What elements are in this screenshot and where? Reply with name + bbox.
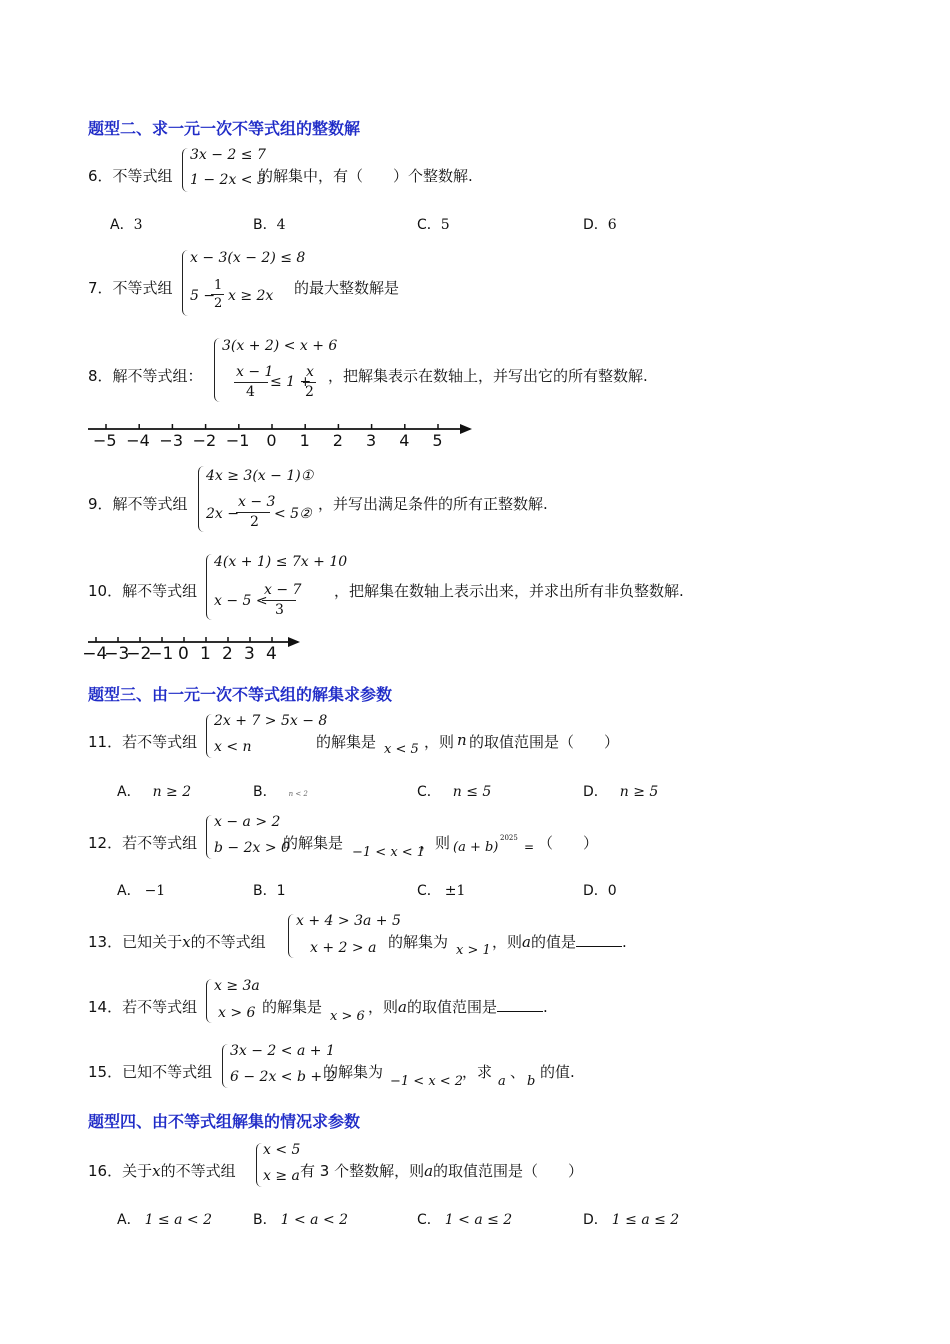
q6-ineq-1: 3x − 2 ≤ 7 (190, 147, 266, 163)
section-heading-3: 题型三、由一元一次不等式组的解集求参数 (88, 685, 393, 704)
q11-number: 11．若不等式组 (88, 733, 198, 751)
q12-brace (206, 815, 213, 859)
q13-answer-blank[interactable] (576, 932, 622, 947)
q8-ineq-mid: ≤ 1 + (270, 374, 312, 390)
option-letter: A． (117, 784, 141, 800)
q16-var-a: a (424, 1162, 434, 1180)
q7-frac-num: 1 (214, 278, 223, 293)
q12-tail-a: ，则 (420, 834, 451, 852)
q9-question-tail: ，并写出满足条件的所有正整数解. (318, 495, 548, 513)
q16-number-a: 16．关于 (88, 1162, 153, 1180)
q13-number (88, 931, 266, 952)
option-value: 0 (607, 883, 617, 899)
q13-tail-b: 的值是 (530, 933, 576, 951)
option-letter: A． (110, 217, 134, 233)
q7-brace (182, 250, 189, 316)
q14-var-a: a (398, 998, 407, 1016)
q10-brace (206, 554, 213, 620)
option-letter: A． (117, 883, 141, 899)
q12-ineq-1: x − a > 2 (214, 814, 281, 830)
option-value: n ≥ 2 (152, 784, 192, 800)
nl1-tick-label: −1 (225, 431, 250, 450)
q16-option-a[interactable] (117, 1209, 212, 1229)
q8-frac1-bar (234, 382, 268, 383)
nl1-tick-label: 0 (266, 431, 277, 450)
section-heading-4: 题型四、由不等式组解集的情况求参数 (88, 1112, 361, 1131)
q13-var-x: x (182, 933, 191, 951)
q8-number: 8．解不等式组： (88, 367, 203, 385)
q14-solution-set: x > 6 (330, 1009, 365, 1024)
q15-number: 15．已知不等式组 (88, 1063, 213, 1081)
q11-mid-text: 的解集是 (316, 733, 377, 751)
option-letter: B． (253, 1212, 277, 1228)
option-value: 3 (133, 217, 143, 233)
q14-brace (206, 979, 213, 1023)
option-letter: D． (583, 217, 608, 233)
q12-ineq-2: b − 2x > 0 (214, 840, 290, 856)
q6-number: 6．不等式组 (88, 167, 173, 185)
q7-number: 7．不等式组 (88, 279, 173, 297)
q16-var-x: x (152, 1162, 161, 1180)
option-value: n < 2 (288, 790, 308, 798)
q7-question-tail: 的最大整数解是 (294, 279, 400, 297)
q12-option-c[interactable] (417, 880, 465, 900)
nl2-tick-label: 4 (266, 644, 277, 664)
q13-tail-a: ，则 (492, 933, 523, 951)
nl2-tick-label: −4 (82, 644, 108, 664)
q16-option-b[interactable] (253, 1209, 348, 1229)
q16-option-d[interactable] (583, 1209, 679, 1229)
q16-ineq-2: x ≥ a (263, 1168, 300, 1184)
q12-option-a[interactable] (117, 880, 165, 900)
nl1-tick-label: 1 (299, 431, 310, 450)
q13-var-a: a (522, 933, 531, 951)
q10-frac-bar (262, 600, 296, 601)
q16-number (88, 1160, 236, 1181)
q9-brace (198, 466, 205, 532)
q7-frac-bar (211, 294, 224, 295)
q12-number: 12．若不等式组 (88, 834, 198, 852)
q11-ineq-2: x < n (214, 739, 252, 755)
q15-tail-a: ，求 (462, 1063, 493, 1081)
q8-frac1-den: 4 (246, 384, 255, 400)
nl2-tick-label: 0 (178, 644, 189, 664)
q12-option-d[interactable] (583, 880, 617, 900)
q7-ineq-2b: x ≥ 2x (228, 288, 274, 304)
q9-frac-num: x − 3 (238, 494, 276, 510)
option-letter: B． (253, 217, 277, 233)
q8-frac2-den: 2 (305, 384, 314, 400)
q11-solution-set: x < 5 (384, 742, 419, 757)
q16-tail-text: 的取值范围是（ ） (433, 1162, 584, 1180)
q14-tail-a: ，则 (368, 998, 399, 1016)
nl1-tick-label: 2 (332, 431, 343, 450)
q6-option-a[interactable] (110, 214, 143, 234)
q14-number: 14．若不等式组 (88, 998, 198, 1016)
q8-question-tail: ，把解集表示在数轴上，并写出它的所有整数解. (328, 367, 648, 385)
option-value: ±1 (444, 883, 466, 899)
option-value: 6 (607, 217, 617, 233)
nl1-tick-label: −3 (159, 431, 184, 450)
q6-option-b[interactable] (253, 214, 286, 234)
q7-ineq-2a: 5 − (190, 288, 216, 304)
q15-separator: 、 (510, 1063, 526, 1081)
q14-end: . (542, 998, 548, 1016)
q15-tail-b: 的值. (540, 1063, 575, 1081)
q8-frac2-bar (303, 382, 316, 383)
q16-number-b: 的不等式组 (160, 1162, 236, 1180)
q13-ineq-1: x + 4 > 3a + 5 (296, 913, 401, 929)
q7-frac-den: 2 (214, 296, 223, 311)
nl2-tick-label: −3 (104, 644, 130, 664)
q15-solution-set: −1 < x < 2 (390, 1074, 464, 1089)
option-value: 1 ≤ a ≤ 2 (611, 1212, 680, 1228)
q8-frac1-num: x − 1 (236, 364, 274, 380)
q12-solution-set: −1 < x < 1 (352, 845, 426, 860)
q12-expression: (a + b) (453, 840, 499, 855)
option-letter: D． (583, 883, 608, 899)
q13-number-b: 的不等式组 (190, 933, 266, 951)
q9-frac-bar (236, 512, 270, 513)
option-letter: C． (417, 883, 441, 899)
option-letter: C． (417, 217, 441, 233)
q16-brace (256, 1143, 263, 1187)
nl1-tick-label: 4 (399, 431, 410, 450)
q11-option-c[interactable] (417, 781, 491, 801)
q16-mid-text: 有 3 个整数解，则 (300, 1162, 425, 1180)
q11-tail-a: ，则 (424, 733, 455, 751)
q9-number: 9．解不等式组 (88, 495, 188, 513)
q13-tail (492, 931, 627, 952)
nl2-tick-label: 2 (222, 644, 233, 664)
q14-ineq-2: x > 6 (218, 1005, 256, 1021)
q13-solution-set: x > 1 (456, 943, 491, 958)
q16-ineq-1: x < 5 (263, 1142, 301, 1158)
q6-option-d[interactable] (583, 214, 617, 234)
q16-option-c[interactable] (417, 1209, 512, 1229)
q8-brace (214, 338, 221, 402)
q6-ineq-2: 1 − 2x < 3 (190, 172, 266, 188)
q13-mid-text: 的解集为 (388, 933, 449, 951)
q11-brace (206, 714, 213, 758)
nl1-tick-label: −2 (192, 431, 217, 450)
q11-option-d[interactable] (583, 781, 658, 801)
q11-ineq-1: 2x + 7 > 5x − 8 (214, 713, 328, 729)
option-value: 1 (276, 883, 286, 899)
q14-ineq-1: x ≥ 3a (214, 978, 260, 994)
q12-exponent: 2025 (500, 834, 518, 842)
option-value: 1 ≤ a < 2 (144, 1212, 213, 1228)
q10-frac-den: 3 (275, 602, 284, 618)
nl2-tick-label: −2 (126, 644, 152, 664)
q6-option-c[interactable] (417, 214, 450, 234)
q14-tail (368, 996, 548, 1017)
q11-tail-b: 的取值范围是（ ） (469, 733, 620, 751)
option-letter: B． (253, 784, 277, 800)
q6-question-tail: 的解集中，有（ ）个整数解. (258, 167, 473, 185)
option-value: n ≤ 5 (452, 784, 492, 800)
q14-mid-text: 的解集是 (262, 998, 323, 1016)
q8-ineq-1: 3(x + 2) < x + 6 (222, 338, 338, 354)
q15-mid-text: 的解集为 (323, 1063, 384, 1081)
option-value: n ≥ 5 (619, 784, 659, 800)
q13-brace (288, 914, 295, 958)
q9-frac-den: 2 (250, 514, 259, 530)
q6-brace (182, 148, 189, 192)
q8-frac2-num: x (306, 364, 314, 380)
nl1-tick-label: −4 (126, 431, 150, 450)
q15-var-a: a (498, 1074, 506, 1089)
q9-ineq-2b: < 5② (274, 506, 312, 522)
option-letter: A． (117, 1212, 141, 1228)
q16-tail (300, 1160, 583, 1181)
q12-tail-b: （ ） (538, 834, 599, 852)
q13-ineq-2: x + 2 > a (310, 940, 377, 956)
option-value: 1 < a ≤ 2 (444, 1212, 513, 1228)
q9-ineq-1: 4x ≥ 3(x − 1)① (206, 468, 314, 484)
nl1-tick-label: 5 (432, 431, 443, 450)
nl2-tick-label: 1 (200, 644, 211, 664)
q12-option-b[interactable] (253, 880, 286, 900)
q11-option-b[interactable] (253, 781, 308, 801)
q14-tail-b: 的取值范围是 (406, 998, 497, 1016)
option-letter: C． (417, 1212, 441, 1228)
q15-brace (222, 1044, 229, 1088)
option-letter: C． (417, 784, 441, 800)
q15-ineq-2: 6 − 2x < b + 2 (230, 1069, 336, 1085)
nl2-tick-label: 3 (244, 644, 255, 664)
q9-ineq-2a: 2x − (206, 506, 239, 522)
q10-question-tail: ，把解集在数轴上表示出来，并求出所有非负整数解. (334, 582, 684, 600)
q10-frac-num: x − 7 (264, 582, 302, 598)
q13-end: . (621, 933, 627, 951)
section-heading-2: 题型二、求一元一次不等式组的整数解 (88, 119, 361, 138)
option-letter: B． (253, 883, 277, 899)
option-value: −1 (144, 883, 166, 899)
q15-ineq-1: 3x − 2 < a + 1 (230, 1043, 335, 1059)
nl1-tick-label: −5 (93, 431, 117, 450)
q11-var-n: n (457, 731, 467, 749)
option-value: 4 (276, 217, 286, 233)
nl2-tick-label: −1 (148, 644, 174, 664)
q10-ineq-1: 4(x + 1) ≤ 7x + 10 (214, 554, 348, 570)
q10-ineq-2a: x − 5 < (214, 593, 268, 609)
q13-number-a: 13．已知关于 (88, 933, 183, 951)
q7-ineq-1: x − 3(x − 2) ≤ 8 (190, 250, 306, 266)
option-value: 5 (440, 217, 450, 233)
q10-number: 10．解不等式组 (88, 582, 198, 600)
option-letter: D． (583, 1212, 608, 1228)
q11-option-a[interactable] (117, 781, 191, 801)
option-value: 1 < a < 2 (280, 1212, 349, 1228)
q12-equals: = (524, 840, 535, 854)
q12-mid-text: 的解集是 (283, 834, 344, 852)
q15-var-b: b (527, 1074, 536, 1089)
option-letter: D． (583, 784, 608, 800)
nl1-tick-label: 3 (365, 431, 377, 450)
q14-answer-blank[interactable] (497, 997, 543, 1012)
